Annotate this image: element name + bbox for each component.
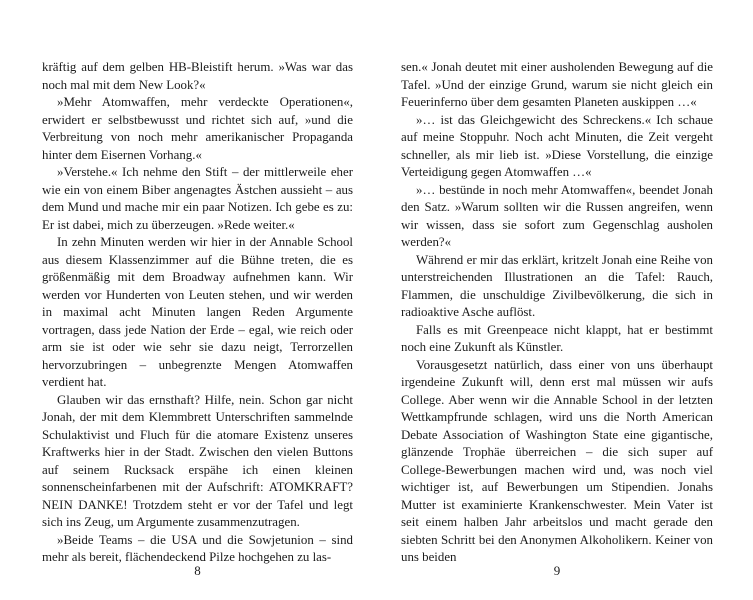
paragraph: Glauben wir das ernsthaft? Hilfe, nein. Schon gar nicht Jonah, der mit dem Klemmbrett Unterschriften sammelnde Schulaktivist und Fluch für die atomare Existenz unseres Kraftwerks hier in der Stadt. Zwischen den vielen Buttons auf seinem Rucksack erspähe ich einen kleinen sonnenscheinfarbenen mit der Aufschrift: ATOMKRAFT? NEIN DANKE! Trotzdem steht er vor der Tafel und legt sich ins Zeug, um Argumente zusammenzutragen. [42,392,353,529]
paragraph: »… ist das Gleichgewicht des Schreckens.« Ich schaue auf meine Stoppuhr. Noch acht Minuten, die Zeit vergeht schneller, als mir lieb ist. »Diese Vorstellung, die einzige Verteidigung gegen Atomwaffen …« [401,112,713,179]
paragraph: »Verstehe.« Ich nehme den Stift – der mittlerweile eher wie ein von einem Biber angenagtes Ästchen aussieht – aus dem Mund und mache mir ein paar Notizen. Ich gebe es zu: Er ist dabei, mich zu überzeugen. »Rede weiter.« [42,165,353,232]
page-right-text [401,59,713,567]
paragraph: »Mehr Atomwaffen, mehr verdeckte Operationen«, erwidert er selbstbewusst und richtet sich auf, »und die Verbreitung von noch mehr amerikanischer Propaganda hinter dem Eisernen Vorhang.« [42,95,353,162]
paragraph: sen.« Jonah deutet mit einer ausholenden Bewegung auf die Tafel. »Und der einzige Grund, warum sie nicht gleich ein Feuerinferno über dem gesamten Planeten auskippen …« [401,60,713,109]
page-number-right: 9 [553,563,561,578]
paragraph: »Beide Teams – die USA und die Sowjetunion – sind mehr als bereit, flächendeckend Pilze hochgehen zu las- [42,532,353,564]
paragraph: Vorausgesetzt natürlich, dass einer von uns überhaupt irgendeine Zukunft will, denn erst mal müssen wir aufs College. Aber wenn wir die Annable School in der letzten Wettkampfrunde schlagen, wird uns die North American Debate Association of Washington State eine gigantische, glänzende Trophäe überreichen – die sich super auf College-Bewerbungen machen wird und, was noch viel wichtiger ist, auf Bewerbungen um Stipendien. Jonahs Mutter ist examinierte Krankenschwester. Mein Vater ist seit einem halben Jahr arbeitslos und macht gerade den siebten Schritt bei den Anonymen Alkoholikern. Keiner von uns beiden [401,357,713,564]
paragraph: kräftig auf dem gelben HB-Bleistift herum. »Was war das noch mal mit dem New Look?« [42,60,353,92]
paragraph: In zehn Minuten werden wir hier in der Annable School aus diesem Klassenzimmer auf die Bühne treten, die es größenmäßig mit dem Broadway aufnehmen kann. Wir werden vor Hunderten von Leuten stehen, und wir werden in maximal acht Minuten langen Reden Argumente vortragen, dass jede Nation der Erde – egal, wie reich oder arm sie ist oder wie sehr sie dazu neigt, Terrorzellen hervorzubringen – unbegrenzte Mengen Atomwaffen verdient hat. [42,235,353,389]
paragraph: »… bestünde in noch mehr Atomwaffen«, beendet Jonah den Satz. »Warum sollten wir die Russen angreifen, wenn wir wissen, dass sie sofort zum Gegenschlag ausholen werden?« [401,182,713,249]
paragraph: Während er mir das erklärt, kritzelt Jonah eine Reihe von unterstreichenden Illustrationen an die Tafel: Rauch, Flammen, die unschuldige Zivilbevölkerung, die sich in radioaktive Asche auflöst. [401,252,713,319]
page-left-text [42,59,353,567]
page-number-left: 8 [194,563,201,578]
paragraph: Falls es mit Greenpeace nicht klappt, hat er bestimmt noch eine Zukunft als Künstler. [401,322,713,354]
